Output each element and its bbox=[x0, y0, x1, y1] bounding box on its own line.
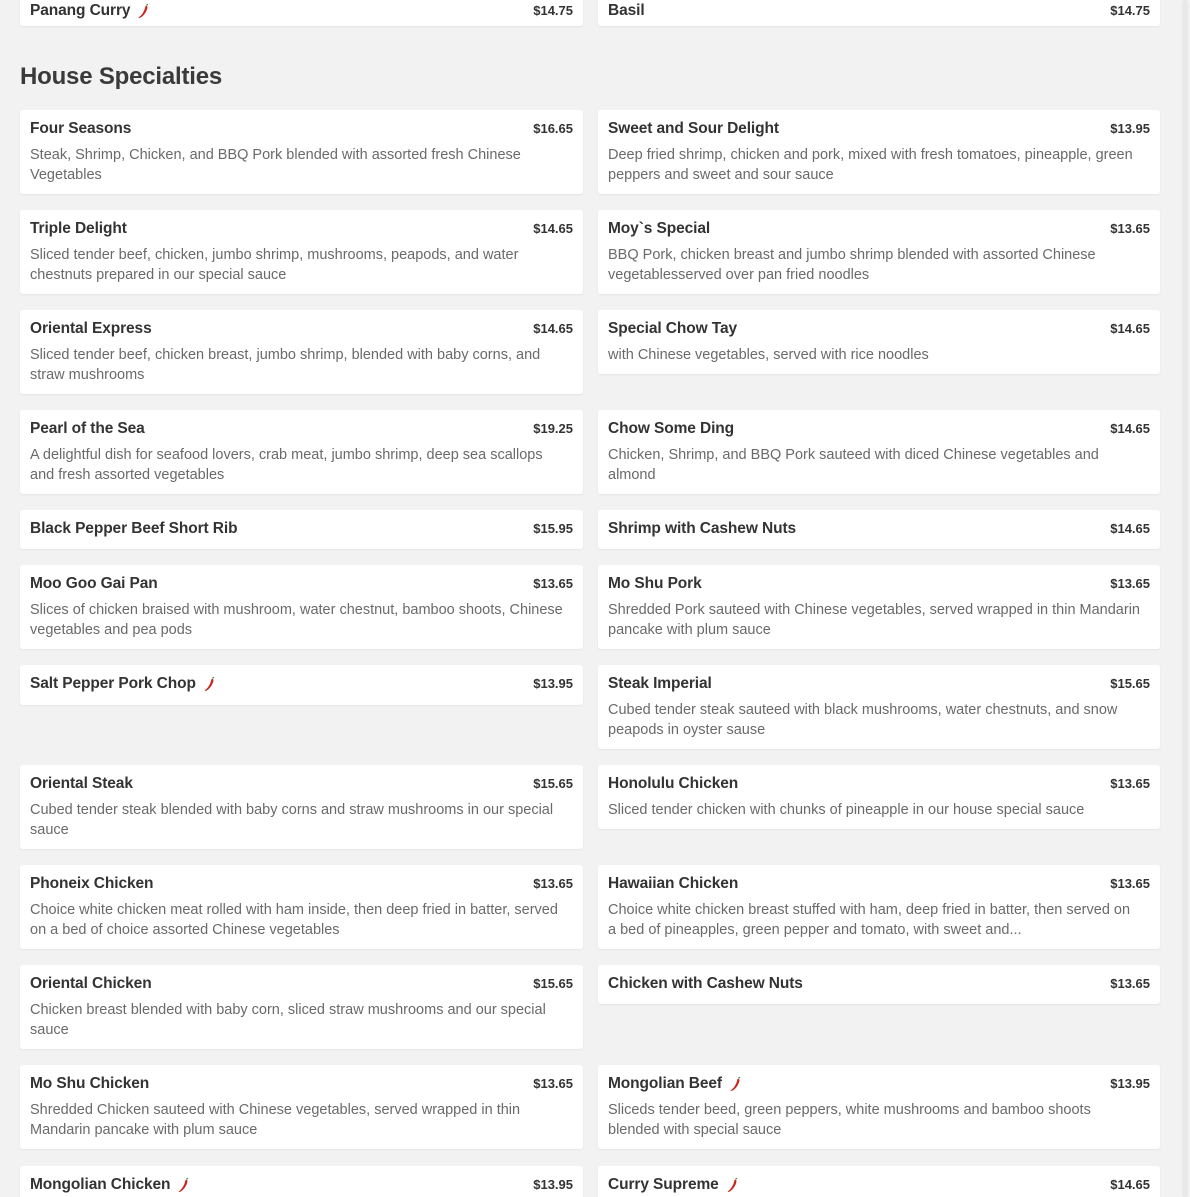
menu-item-card[interactable] bbox=[20, 765, 583, 849]
spicy-chili-icon bbox=[729, 1076, 743, 1092]
menu-item-card[interactable] bbox=[20, 965, 583, 1049]
menu-item-card[interactable] bbox=[20, 510, 583, 549]
item-name: Curry Supreme bbox=[608, 1176, 740, 1194]
menu-item-card[interactable] bbox=[598, 0, 1160, 26]
item-price: $15.65 bbox=[533, 976, 573, 991]
menu-item-card[interactable] bbox=[598, 865, 1160, 949]
item-name: Salt Pepper Pork Chop bbox=[30, 675, 217, 693]
item-description: with Chinese vegetables, served with rice noodles bbox=[608, 347, 929, 363]
item-description: Sliceds tender beed, green peppers, white mushrooms and bamboo shoots blended with special sauce bbox=[608, 1102, 1091, 1138]
menu-item-card[interactable] bbox=[598, 1166, 1160, 1197]
item-description: Sliced tender chicken with chunks of pineapple in our house special sauce bbox=[608, 802, 1085, 818]
menu-item-card[interactable] bbox=[20, 0, 583, 26]
item-name: Mo Shu Chicken bbox=[30, 1075, 150, 1092]
item-price: $13.65 bbox=[1110, 776, 1150, 791]
section-title: House Specialties bbox=[20, 63, 223, 90]
item-name: Mongolian Chicken bbox=[30, 1176, 191, 1194]
menu-item-card[interactable] bbox=[20, 865, 583, 949]
item-description: Slices of chicken braised with mushroom, water chestnut, bamboo shoots, Chinese vegetables and pea pods bbox=[30, 602, 563, 638]
item-name: Oriental Express bbox=[30, 320, 152, 337]
item-description: Shredded Pork sauteed with Chinese vegetables, served wrapped in thin Mandarin pancake with plum sauce bbox=[608, 602, 1140, 638]
item-price: $13.95 bbox=[1110, 1076, 1150, 1091]
item-name: Hawaiian Chicken bbox=[608, 875, 739, 892]
item-name: Chicken with Cashew Nuts bbox=[608, 975, 803, 992]
item-name: Basil bbox=[608, 2, 645, 19]
item-price: $13.65 bbox=[533, 576, 573, 591]
item-price: $15.65 bbox=[1110, 676, 1150, 691]
item-price: $15.95 bbox=[533, 521, 573, 536]
item-price: $13.95 bbox=[533, 1177, 573, 1192]
item-name: Pearl of the Sea bbox=[30, 420, 145, 437]
spicy-chili-icon bbox=[137, 3, 151, 19]
item-name: Four Seasons bbox=[30, 120, 132, 137]
item-price: $14.65 bbox=[1110, 321, 1150, 336]
item-name: Oriental Chicken bbox=[30, 975, 152, 992]
item-name: Mongolian Beef bbox=[608, 1075, 743, 1093]
menu-item-card[interactable] bbox=[20, 410, 583, 494]
item-price: $13.65 bbox=[1110, 876, 1150, 891]
item-price: $14.75 bbox=[533, 3, 573, 18]
item-name: Mo Shu Pork bbox=[608, 575, 702, 592]
item-price: $13.65 bbox=[533, 876, 573, 891]
item-description: Deep fried shrimp, chicken and pork, mixed with fresh tomatoes, pineapple, green peppers and sweet and sour sauce bbox=[608, 147, 1133, 183]
item-price: $13.95 bbox=[533, 676, 573, 691]
item-price: $13.95 bbox=[1110, 121, 1150, 136]
item-name: Steak Imperial bbox=[608, 675, 712, 692]
menu-item-card[interactable] bbox=[20, 565, 583, 649]
scrollbar[interactable] bbox=[1180, 0, 1190, 1197]
item-description: A delightful dish for seafood lovers, crab meat, jumbo shrimp, deep sea scallops and fresh assorted vegetables bbox=[30, 447, 543, 483]
item-name: Moy`s Special bbox=[608, 220, 711, 237]
item-price: $14.65 bbox=[1110, 521, 1150, 536]
item-description: BBQ Pork, chicken breast and jumbo shrimp blended with assorted Chinese vegetablesserved over pan fried noodles bbox=[608, 247, 1096, 283]
menu-item-card[interactable] bbox=[20, 310, 583, 394]
item-description: Shredded Chicken sauteed with Chinese vegetables, served wrapped in thin Mandarin pancake with plum sauce bbox=[30, 1102, 521, 1138]
item-price: $14.65 bbox=[1110, 421, 1150, 436]
item-name: Chow Some Ding bbox=[608, 420, 735, 437]
item-description: Cubed tender steak sauteed with black mushrooms, water chestnuts, and snow peapods in oyster sause bbox=[608, 702, 1118, 738]
item-price: $14.75 bbox=[1110, 3, 1150, 18]
item-name: Moo Goo Gai Pan bbox=[30, 575, 158, 592]
menu-item-card[interactable] bbox=[598, 210, 1160, 294]
item-price: $14.65 bbox=[1110, 1177, 1150, 1192]
item-name: Sweet and Sour Delight bbox=[608, 120, 779, 137]
item-price: $15.65 bbox=[533, 776, 573, 791]
scrollbar-thumb[interactable] bbox=[1182, 0, 1188, 1197]
item-description: Chicken, Shrimp, and BBQ Pork sauteed with diced Chinese vegetables and almond bbox=[608, 447, 1099, 483]
item-price: $13.65 bbox=[533, 1076, 573, 1091]
item-price: $14.65 bbox=[533, 321, 573, 336]
item-description: Sliced tender beef, chicken breast, jumbo shrimp, blended with baby corns, and straw mushrooms bbox=[30, 347, 541, 383]
item-name: Black Pepper Beef Short Rib bbox=[30, 520, 238, 537]
item-name: Triple Delight bbox=[30, 220, 127, 237]
item-description: Steak, Shrimp, Chicken, and BBQ Pork blended with assorted fresh Chinese Vegetables bbox=[30, 147, 521, 183]
item-price: $14.65 bbox=[533, 221, 573, 236]
menu-item-card[interactable] bbox=[598, 665, 1160, 749]
item-description: Choice white chicken meat rolled with ham inside, then deep fried in batter, served on a bed of choice assorted Chinese vegetables bbox=[30, 902, 558, 938]
spicy-chili-icon bbox=[726, 1177, 740, 1193]
item-price: $13.65 bbox=[1110, 976, 1150, 991]
menu-item-card[interactable] bbox=[598, 565, 1160, 649]
menu-item-card[interactable] bbox=[598, 1065, 1160, 1149]
menu-item-card[interactable] bbox=[20, 1065, 583, 1149]
item-description: Cubed tender steak blended with baby corns and straw mushrooms in our special sauce bbox=[30, 802, 554, 838]
item-name: Honolulu Chicken bbox=[608, 775, 739, 792]
item-name: Oriental Steak bbox=[30, 775, 133, 792]
menu-item-card[interactable] bbox=[598, 765, 1160, 829]
menu-item-card[interactable] bbox=[20, 110, 583, 194]
item-description: Choice white chicken breast stuffed with ham, deep fried in batter, then served on a bed of pineapples, green pepper and tomato, with sweet and... bbox=[608, 902, 1131, 938]
item-price: $19.25 bbox=[533, 421, 573, 436]
menu-item-card[interactable] bbox=[598, 510, 1160, 549]
menu-item-card[interactable] bbox=[598, 310, 1160, 374]
item-price: $13.65 bbox=[1110, 221, 1150, 236]
menu-item-card[interactable] bbox=[598, 110, 1160, 194]
item-description: Sliced tender beef, chicken, jumbo shrimp, mushrooms, peapods, and water chestnuts prepared in our special sauce bbox=[30, 247, 519, 283]
item-name: Panang Curry bbox=[30, 2, 151, 20]
menu-item-card[interactable] bbox=[598, 965, 1160, 1004]
item-name: Shrimp with Cashew Nuts bbox=[608, 520, 797, 537]
menu-item-card[interactable] bbox=[20, 665, 583, 705]
item-name: Phoneix Chicken bbox=[30, 875, 154, 892]
item-description: Chicken breast blended with baby corn, sliced straw mushrooms and our special sauce bbox=[30, 1002, 546, 1038]
menu-item-card[interactable] bbox=[20, 1166, 583, 1197]
item-price: $16.65 bbox=[533, 121, 573, 136]
menu-item-card[interactable] bbox=[20, 210, 583, 294]
item-price: $13.65 bbox=[1110, 576, 1150, 591]
spicy-chili-icon bbox=[177, 1177, 191, 1193]
menu-item-card[interactable] bbox=[598, 410, 1160, 494]
item-name: Special Chow Tay bbox=[608, 320, 738, 337]
spicy-chili-icon bbox=[203, 676, 217, 692]
